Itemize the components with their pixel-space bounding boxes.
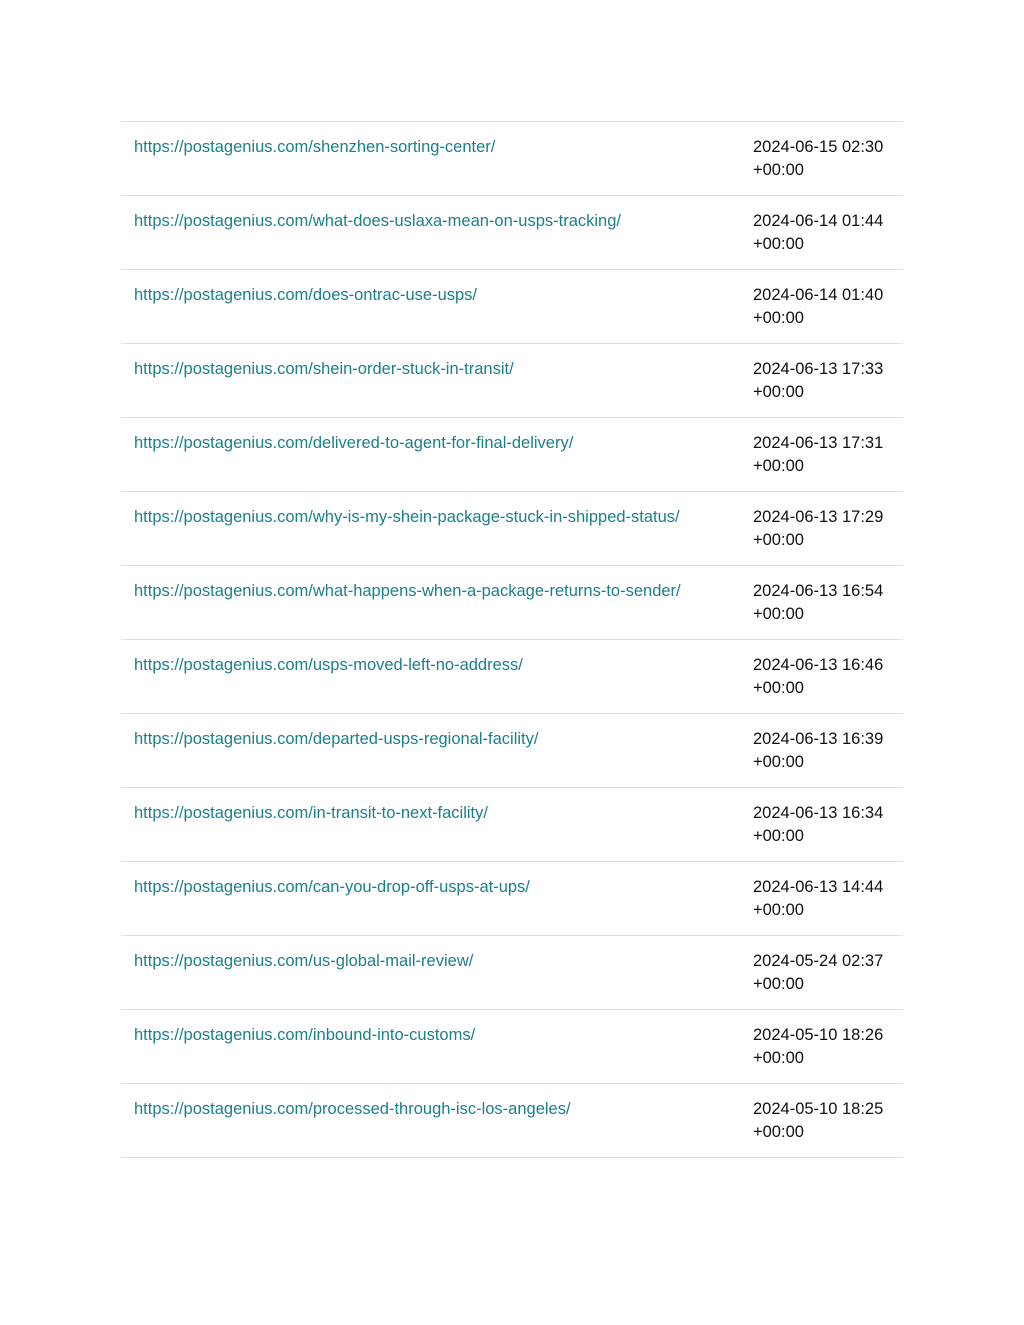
- table-row: [121, 196, 903, 270]
- lastmod-cell: [739, 640, 903, 713]
- url-cell: [121, 566, 739, 639]
- table-row: [121, 1084, 903, 1158]
- url-cell: [121, 418, 739, 491]
- url-cell: [121, 122, 739, 195]
- url-cell: [121, 492, 739, 565]
- lastmod-cell: [739, 196, 903, 269]
- lastmod-date: 2024-06-15 02:30: [753, 138, 884, 156]
- lastmod-date: 2024-05-10 18:25: [753, 1100, 884, 1118]
- url-link[interactable]: https://postagenius.com/what-happens-when-a-package-returns-to-sender/: [134, 582, 681, 600]
- url-link[interactable]: https://postagenius.com/what-does-uslaxa-mean-on-usps-tracking/: [134, 212, 621, 230]
- sitemap-table: [121, 121, 903, 1158]
- table-row: [121, 1010, 903, 1084]
- table-row: [121, 122, 903, 196]
- lastmod-timezone: +00:00: [753, 679, 804, 697]
- lastmod-timezone: +00:00: [753, 753, 804, 771]
- lastmod-timezone: +00:00: [753, 161, 804, 179]
- url-link[interactable]: https://postagenius.com/processed-through-isc-los-angeles/: [134, 1100, 571, 1118]
- lastmod-date: 2024-06-13 16:34: [753, 804, 884, 822]
- lastmod-date: 2024-06-13 17:29: [753, 508, 884, 526]
- table-row: [121, 714, 903, 788]
- url-cell: [121, 788, 739, 861]
- lastmod-cell: [739, 566, 903, 639]
- lastmod-cell: [739, 270, 903, 343]
- table-row: [121, 640, 903, 714]
- url-cell: [121, 714, 739, 787]
- lastmod-timezone: +00:00: [753, 531, 804, 549]
- url-link[interactable]: https://postagenius.com/departed-usps-regional-facility/: [134, 730, 539, 748]
- url-cell: [121, 862, 739, 935]
- lastmod-date: 2024-06-14 01:44: [753, 212, 884, 230]
- url-cell: [121, 1084, 739, 1157]
- url-link[interactable]: https://postagenius.com/shenzhen-sorting-center/: [134, 138, 496, 156]
- lastmod-cell: [739, 714, 903, 787]
- lastmod-timezone: +00:00: [753, 1123, 804, 1141]
- table-row: [121, 492, 903, 566]
- table-row: [121, 788, 903, 862]
- lastmod-timezone: +00:00: [753, 457, 804, 475]
- url-link[interactable]: https://postagenius.com/usps-moved-left-no-address/: [134, 656, 523, 674]
- url-link[interactable]: https://postagenius.com/us-global-mail-review/: [134, 952, 474, 970]
- lastmod-cell: [739, 1084, 903, 1157]
- url-link[interactable]: https://postagenius.com/shein-order-stuck-in-transit/: [134, 360, 514, 378]
- lastmod-date: 2024-05-24 02:37: [753, 952, 884, 970]
- table-row: [121, 270, 903, 344]
- lastmod-timezone: +00:00: [753, 1049, 804, 1067]
- lastmod-timezone: +00:00: [753, 309, 804, 327]
- lastmod-cell: [739, 418, 903, 491]
- lastmod-date: 2024-06-13 16:54: [753, 582, 884, 600]
- url-link[interactable]: https://postagenius.com/inbound-into-customs/: [134, 1026, 476, 1044]
- table-row: [121, 566, 903, 640]
- lastmod-cell: [739, 122, 903, 195]
- url-link[interactable]: https://postagenius.com/why-is-my-shein-package-stuck-in-shipped-status/: [134, 508, 680, 526]
- url-cell: [121, 344, 739, 417]
- lastmod-timezone: +00:00: [753, 235, 804, 253]
- url-link[interactable]: https://postagenius.com/can-you-drop-off-usps-at-ups/: [134, 878, 530, 896]
- url-link[interactable]: https://postagenius.com/delivered-to-agent-for-final-delivery/: [134, 434, 574, 452]
- url-link[interactable]: https://postagenius.com/in-transit-to-next-facility/: [134, 804, 488, 822]
- lastmod-cell: [739, 492, 903, 565]
- table-row: [121, 344, 903, 418]
- lastmod-cell: [739, 1010, 903, 1083]
- lastmod-timezone: +00:00: [753, 605, 804, 623]
- lastmod-cell: [739, 936, 903, 1009]
- lastmod-date: 2024-05-10 18:26: [753, 1026, 884, 1044]
- url-link[interactable]: https://postagenius.com/does-ontrac-use-usps/: [134, 286, 478, 304]
- lastmod-cell: [739, 788, 903, 861]
- url-cell: [121, 196, 739, 269]
- lastmod-timezone: +00:00: [753, 975, 804, 993]
- url-cell: [121, 1010, 739, 1083]
- table-row: [121, 862, 903, 936]
- lastmod-date: 2024-06-13 17:31: [753, 434, 884, 452]
- url-cell: [121, 936, 739, 1009]
- lastmod-date: 2024-06-13 16:39: [753, 730, 884, 748]
- url-cell: [121, 270, 739, 343]
- lastmod-timezone: +00:00: [753, 383, 804, 401]
- lastmod-timezone: +00:00: [753, 827, 804, 845]
- lastmod-date: 2024-06-13 17:33: [753, 360, 884, 378]
- lastmod-cell: [739, 862, 903, 935]
- lastmod-cell: [739, 344, 903, 417]
- lastmod-date: 2024-06-14 01:40: [753, 286, 884, 304]
- lastmod-date: 2024-06-13 16:46: [753, 656, 884, 674]
- table-row: [121, 936, 903, 1010]
- lastmod-timezone: +00:00: [753, 901, 804, 919]
- url-cell: [121, 640, 739, 713]
- lastmod-date: 2024-06-13 14:44: [753, 878, 884, 896]
- table-row: [121, 418, 903, 492]
